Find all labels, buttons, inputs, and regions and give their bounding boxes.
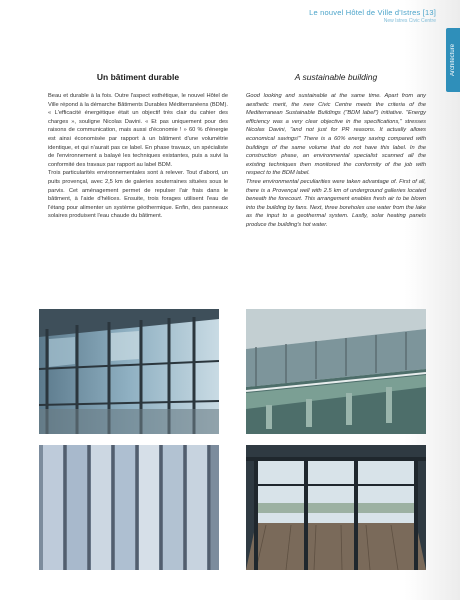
section-side-tab-label: Architecture: [450, 44, 456, 77]
balcony-walkway-photo: [246, 309, 426, 434]
english-column: [246, 72, 426, 230]
frosted-glass-panels-photo: [39, 445, 219, 570]
frosted-glass-panels-illustration: [39, 445, 219, 570]
french-paragraph-1: Beau et durable à la fois. Outre l'aspect esthétique, le nouvel Hôtel de Ville répond à la démarche Bâtiments Durables Méditerranéens (BDM). « L'efficacité énergétique était un objectif très clair du cahier des charges », souligne Nicolas Davini. « Et pas uniquement pour des raisons de communication, mais aussi d'économie ! » 60 % d'énergie est ainsi économisée par rapport à un bâtiment d'une volumétrie identique, et qui n'aurait pas ce label. En phase travaux, un spécialiste de l'environnement a balayé les techniques existantes, puis a suivi la conformité des travaux par rapport au label BDM.: [48, 93, 228, 168]
header-subtitle: New Istres Civic Centre: [383, 18, 436, 24]
english-heading: A sustainable building: [294, 72, 378, 82]
english-body: [246, 92, 426, 230]
french-paragraph-2: Trois particularités environnementales sont à relever. Tout d'abord, un puits provençal, avec 2,5 km de galeries souterraines situées sous le parvis. Cet aménagement permet de repulser l'air frais dans le bâtiment, à l'aide d'hélices. Ensuite, trois forages utilisent l'eau de l'étang pour alimenter un système géothermique. Enfin, des panneaux solaires produisent l'eau chaude du bâtiment.: [48, 170, 228, 220]
header-title: Le nouvel Hôtel de Ville d'Istres [13]: [309, 8, 436, 17]
french-column: [48, 72, 228, 221]
section-side-tab: [446, 28, 460, 92]
glass-facade-illustration: [39, 309, 219, 434]
english-paragraph-1: Good looking and sustainable at the same time. Apart from any aesthetic merit, the new Civic Centre meets the criteria of the Mediterranean Sustainable Buildings ("BDM label") initiative. "Energy efficiency was a very clear objective in the specifications," stresses Nicolas Davini, "and not just for PR reasons. It actually allows economical savings!" There is a 60% energy saving compared with buildings of the same volume that do not have this label. In the construction phase, an environmental specialist scanned all the existing techniques then monitored the conformity of the job with respect to the BDM label.: [246, 93, 426, 177]
terrace-window-photo: [246, 445, 426, 570]
french-body: [48, 92, 228, 221]
english-paragraph-2: Three environmental peculiarities were taken advantage of. First of all, there is a Provençal well with 2.5 km of underground galleries located beneath the forecourt. This arrangement enables fresh air to be blown into the building by fans. Next, three boreholes use water from the lake as the input to a geothermal system. Lastly, solar heating panels produce the building's hot water.: [246, 178, 426, 228]
page-header: [309, 8, 436, 24]
glass-facade-photo: [39, 309, 219, 434]
french-heading: Un bâtiment durable: [96, 72, 180, 82]
balcony-walkway-illustration: [246, 309, 426, 434]
terrace-window-illustration: [246, 445, 426, 570]
